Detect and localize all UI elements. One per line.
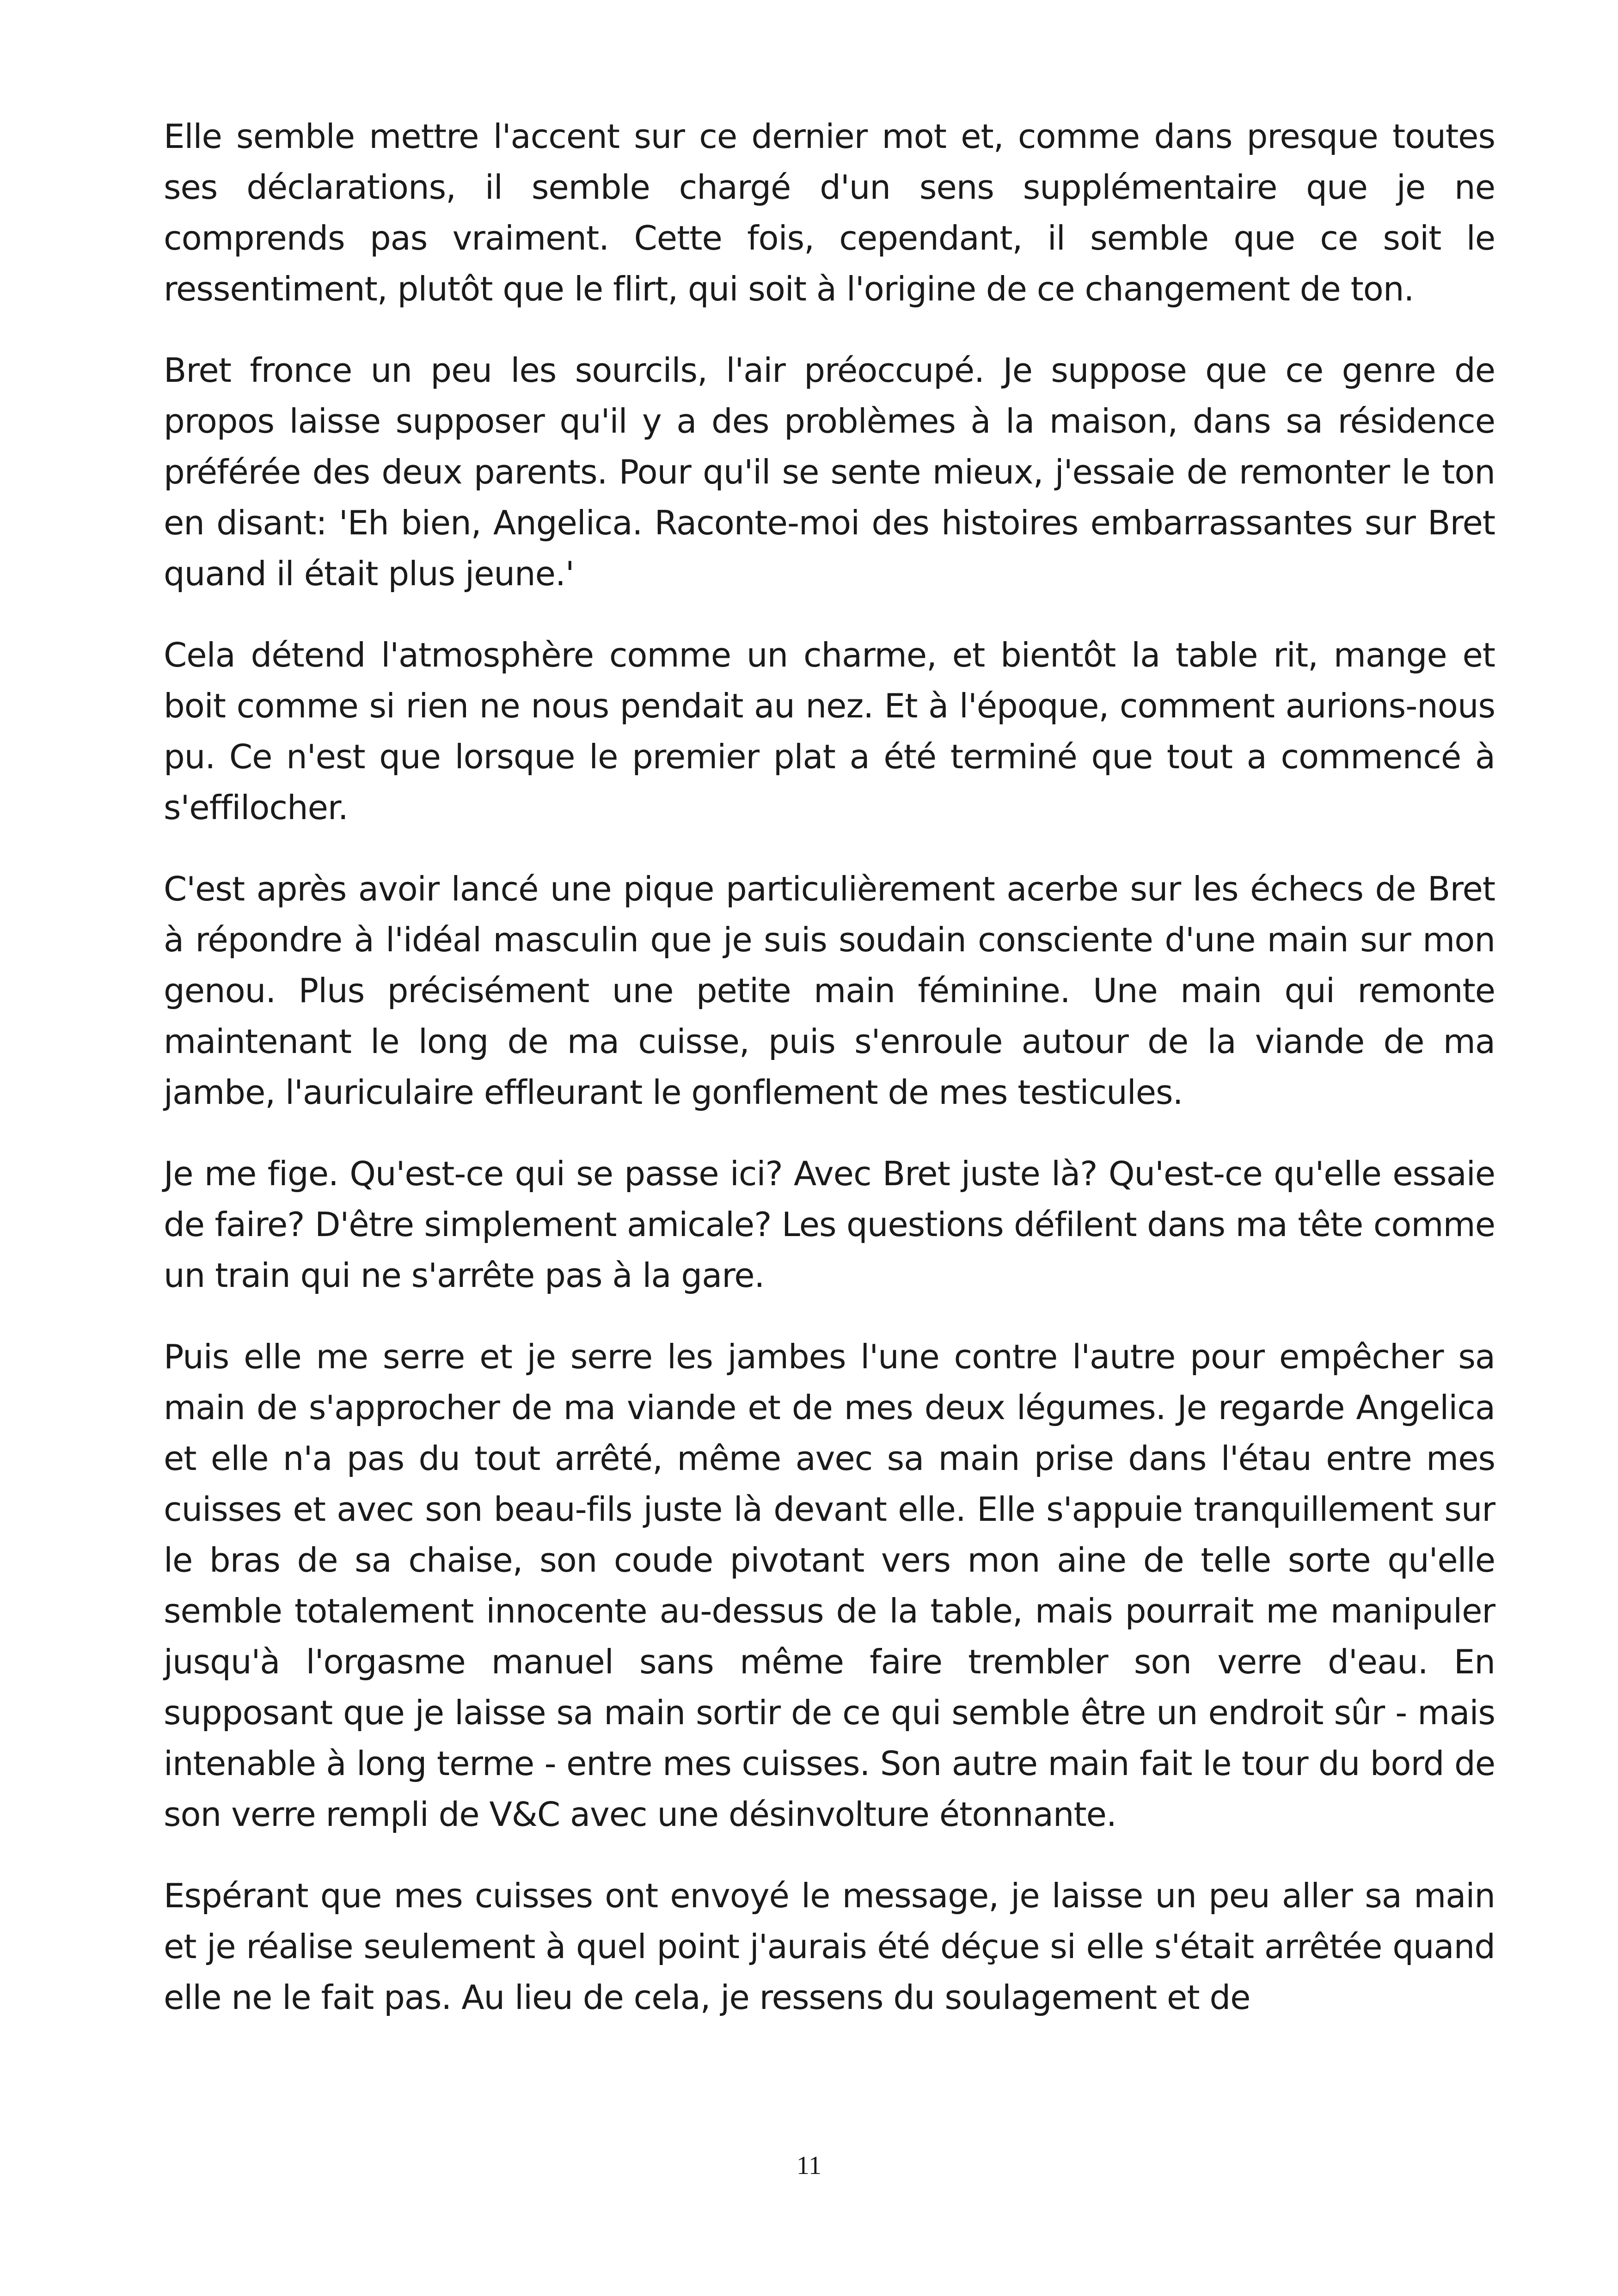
body-text [164, 111, 1495, 2053]
paragraph: Elle semble mettre l'accent sur ce dernier mot et, comme dans presque toutes ses déclarations, il semble chargé d'un sens supplémentaire que je ne comprends pas vraiment. Cette fois, cependant, il semble que ce soit le ressentiment, plutôt que le flirt, qui soit à l'origine de ce changement de ton. [164, 117, 1495, 308]
paragraph: Je me fige. Qu'est-ce qui se passe ici? Avec Bret juste là? Qu'est-ce qu'elle essaie de faire? D'être simplement amicale? Les questions défilent dans ma tête comme un train qui ne s'arrête pas à la gare. [164, 1154, 1495, 1295]
paragraph-last: Espérant que mes cuisses ont envoyé le message, je laisse un peu aller sa main et je réalise seulement à quel point j'aurais été déçue si elle s'était arrêtée quand elle ne le fait pas. Au lieu de cela, je ressens du soulagement et de [164, 1876, 1495, 2017]
paragraph: Bret fronce un peu les sourcils, l'air préoccupé. Je suppose que ce genre de propos laisse supposer qu'il y a des problèmes à la maison, dans sa résidence préférée des deux parents. Pour qu'il se sente mieux, j'essaie de remonter le ton en disant: 'Eh bien, Angelica. Raconte-moi des histoires embarrassantes sur Bret quand il était plus jeune.' [164, 351, 1495, 593]
paragraph: Puis elle me serre et je serre les jambes l'une contre l'autre pour empêcher sa main de s'approcher de ma viande et de mes deux légumes. Je regarde Angelica et elle n'a pas du tout arrêté, même avec sa main prise dans l'étau entre mes cuisses et avec son beau-fils juste là devant elle. Elle s'appuie tranquillement sur le bras de sa chaise, son coude pivotant vers mon aine de telle sorte qu'elle semble totalement innocente au-dessus de la table, mais pourrait me manipuler jusqu'à l'orgasme manuel sans même faire trembler son verre d'eau. En supposant que je laisse sa main sortir de ce qui semble être un endroit sûr - mais intenable à long terme - entre mes cuisses. Son autre main fait le tour du bord de son verre rempli de V&C avec une désinvolture étonnante. [164, 1337, 1495, 1834]
paragraph: Cela détend l'atmosphère comme un charme, et bientôt la table rit, mange et boit comme si rien ne nous pendait au nez. Et à l'époque, comment aurions-nous pu. Ce n'est que lorsque le premier plat a été terminé que tout a commencé à s'effilocher. [164, 636, 1495, 827]
page-number: 11 [797, 2151, 821, 2180]
paragraph: C'est après avoir lancé une pique particulièrement acerbe sur les échecs de Bret à répondre à l'idéal masculin que je suis soudain consciente d'une main sur mon genou. Plus précisément une petite main féminine. Une main qui remonte maintenant le long de ma cuisse, puis s'enroule autour de la viande de ma jambe, l'auriculaire effleurant le gonflement de mes testicules. [164, 869, 1495, 1112]
